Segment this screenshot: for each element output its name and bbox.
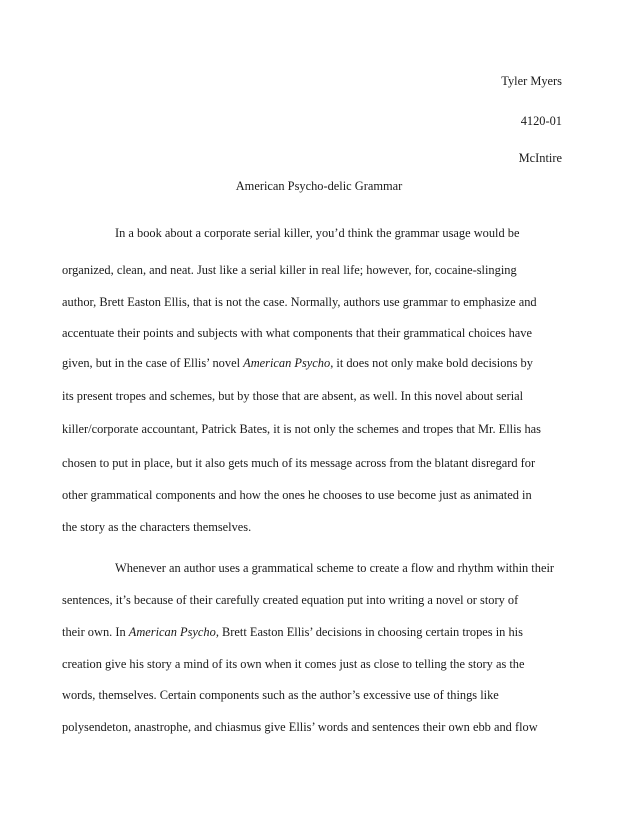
paragraph-1-line-6: its present tropes and schemes, but by those that are absent, as well. In this novel about serial bbox=[62, 389, 524, 403]
text-segment: , it does not only make bold decisions by bbox=[330, 356, 533, 370]
header-course: 4120-01 bbox=[520, 114, 562, 128]
paragraph-1-line-7: killer/corporate accountant, Patrick Bates, it is not only the schemes and tropes that Mr. Ellis has bbox=[62, 422, 541, 436]
paragraph-1-line-8: chosen to put in place, but it also gets much of its message across from the blatant disregard for bbox=[62, 456, 536, 470]
text-segment: given, but in the case of Ellis’ novel bbox=[62, 356, 244, 370]
paragraph-1-line-4: accentuate their points and subjects with what components that their grammatical choices have bbox=[62, 326, 532, 340]
paragraph-1-line-10: the story as the characters themselves. bbox=[62, 520, 252, 534]
paragraph-1-line-3: author, Brett Easton Ellis, that is not the case. Normally, authors use grammar to emphasize and bbox=[62, 295, 537, 309]
essay-title: American Psycho-delic Grammar bbox=[235, 179, 403, 193]
paragraph-2-line-5: words, themselves. Certain components such as the author’s excessive use of things like bbox=[62, 688, 499, 702]
paragraph-1-line-5 bbox=[62, 356, 533, 371]
text-segment: , Brett Easton Ellis’ decisions in choosing certain tropes in his bbox=[215, 625, 523, 639]
paragraph-2-line-2: sentences, it’s because of their carefully created equation put into writing a novel or story of bbox=[62, 593, 519, 607]
book-title-italic: American Psycho bbox=[243, 356, 331, 370]
header-instructor: McIntire bbox=[518, 151, 562, 165]
paragraph-2-line-6: polysendeton, anastrophe, and chiasmus give Ellis’ words and sentences their own ebb and flow bbox=[62, 720, 538, 734]
header-author: Tyler Myers bbox=[501, 74, 562, 88]
paragraph-1-line-9: other grammatical components and how the ones he chooses to use become just as animated in bbox=[62, 488, 532, 502]
book-title-italic: American Psycho bbox=[128, 625, 216, 639]
paragraph-1-line-2: organized, clean, and neat. Just like a serial killer in real life; however, for, cocaine-slinging bbox=[62, 263, 517, 277]
paragraph-2-line-1: Whenever an author uses a grammatical scheme to create a flow and rhythm within their bbox=[115, 561, 555, 575]
paragraph-2-line-3 bbox=[62, 625, 523, 640]
paragraph-1-line-1: In a book about a corporate serial killer, you’d think the grammar usage would be bbox=[115, 226, 520, 240]
text-segment: their own. In bbox=[62, 625, 129, 639]
paragraph-2-line-4: creation give his story a mind of its own when it comes just as close to telling the story as the bbox=[62, 657, 525, 671]
